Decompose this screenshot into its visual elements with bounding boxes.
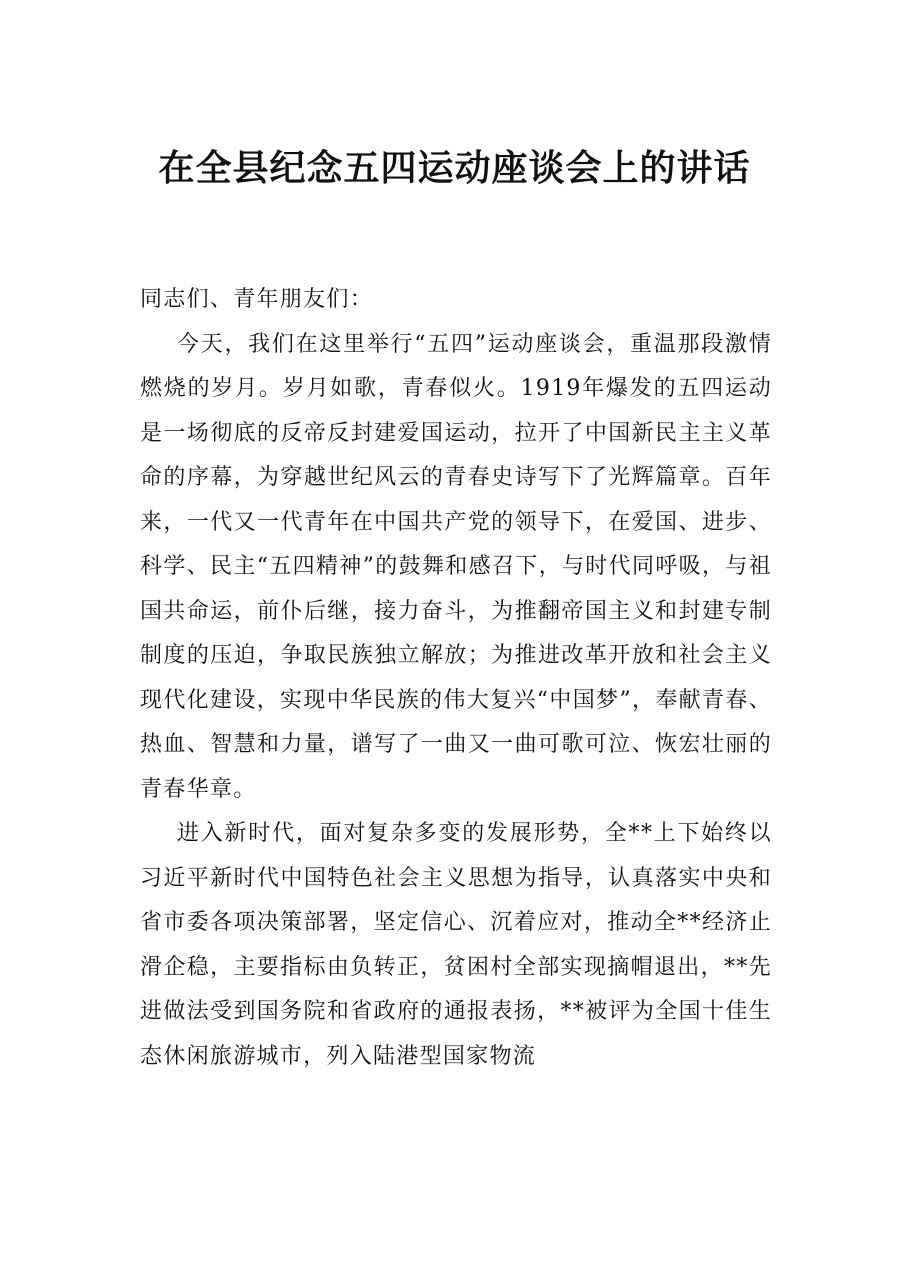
document-title: 在全县纪念五四运动座谈会上的讲话 <box>158 147 751 189</box>
document-body <box>140 278 772 1079</box>
salutation: 同志们、青年朋友们： <box>140 287 374 312</box>
paragraph-2: 进入新时代，面对复杂多变的发展形势，全**上下始终以习近平新时代中国特色社会主义思想为指导，认真落实中央和省市委各项决策部署，坚定信心、沉着应对，推动全**经济止滑企稳，主要指标由负转正，贫困村全部实现摘帽退出，**先进做法受到国务院和省政府的通报表扬，**被评为全国十佳生态休闲旅游城市，列入陆港型国家物流 <box>140 821 772 1069</box>
paragraph-1: 今天，我们在这里举行“五四”运动座谈会，重温那段激情燃烧的岁月。岁月如歌，青春似火。1919年爆发的五四运动是一场彻底的反帝反封建爱国运动，拉开了中国新民主主义革命的序幕，为穿越世纪风云的青春史诗写下了光辉篇章。百年来，一代又一代青年在中国共产党的领导下，在爱国、进步、科学、民主“五四精神”的鼓舞和感召下，与时代同呼吸，与祖国共命运，前仆后继，接力奋斗，为推翻帝国主义和封建专制制度的压迫，争取民族独立解放；为推进改革开放和社会主义现代化建设，实现中华民族的伟大复兴“中国梦”，奉献青春、热血、智慧和力量，谱写了一曲又一曲可歌可泣、恢宏壮丽的青春华章。 <box>140 331 772 802</box>
